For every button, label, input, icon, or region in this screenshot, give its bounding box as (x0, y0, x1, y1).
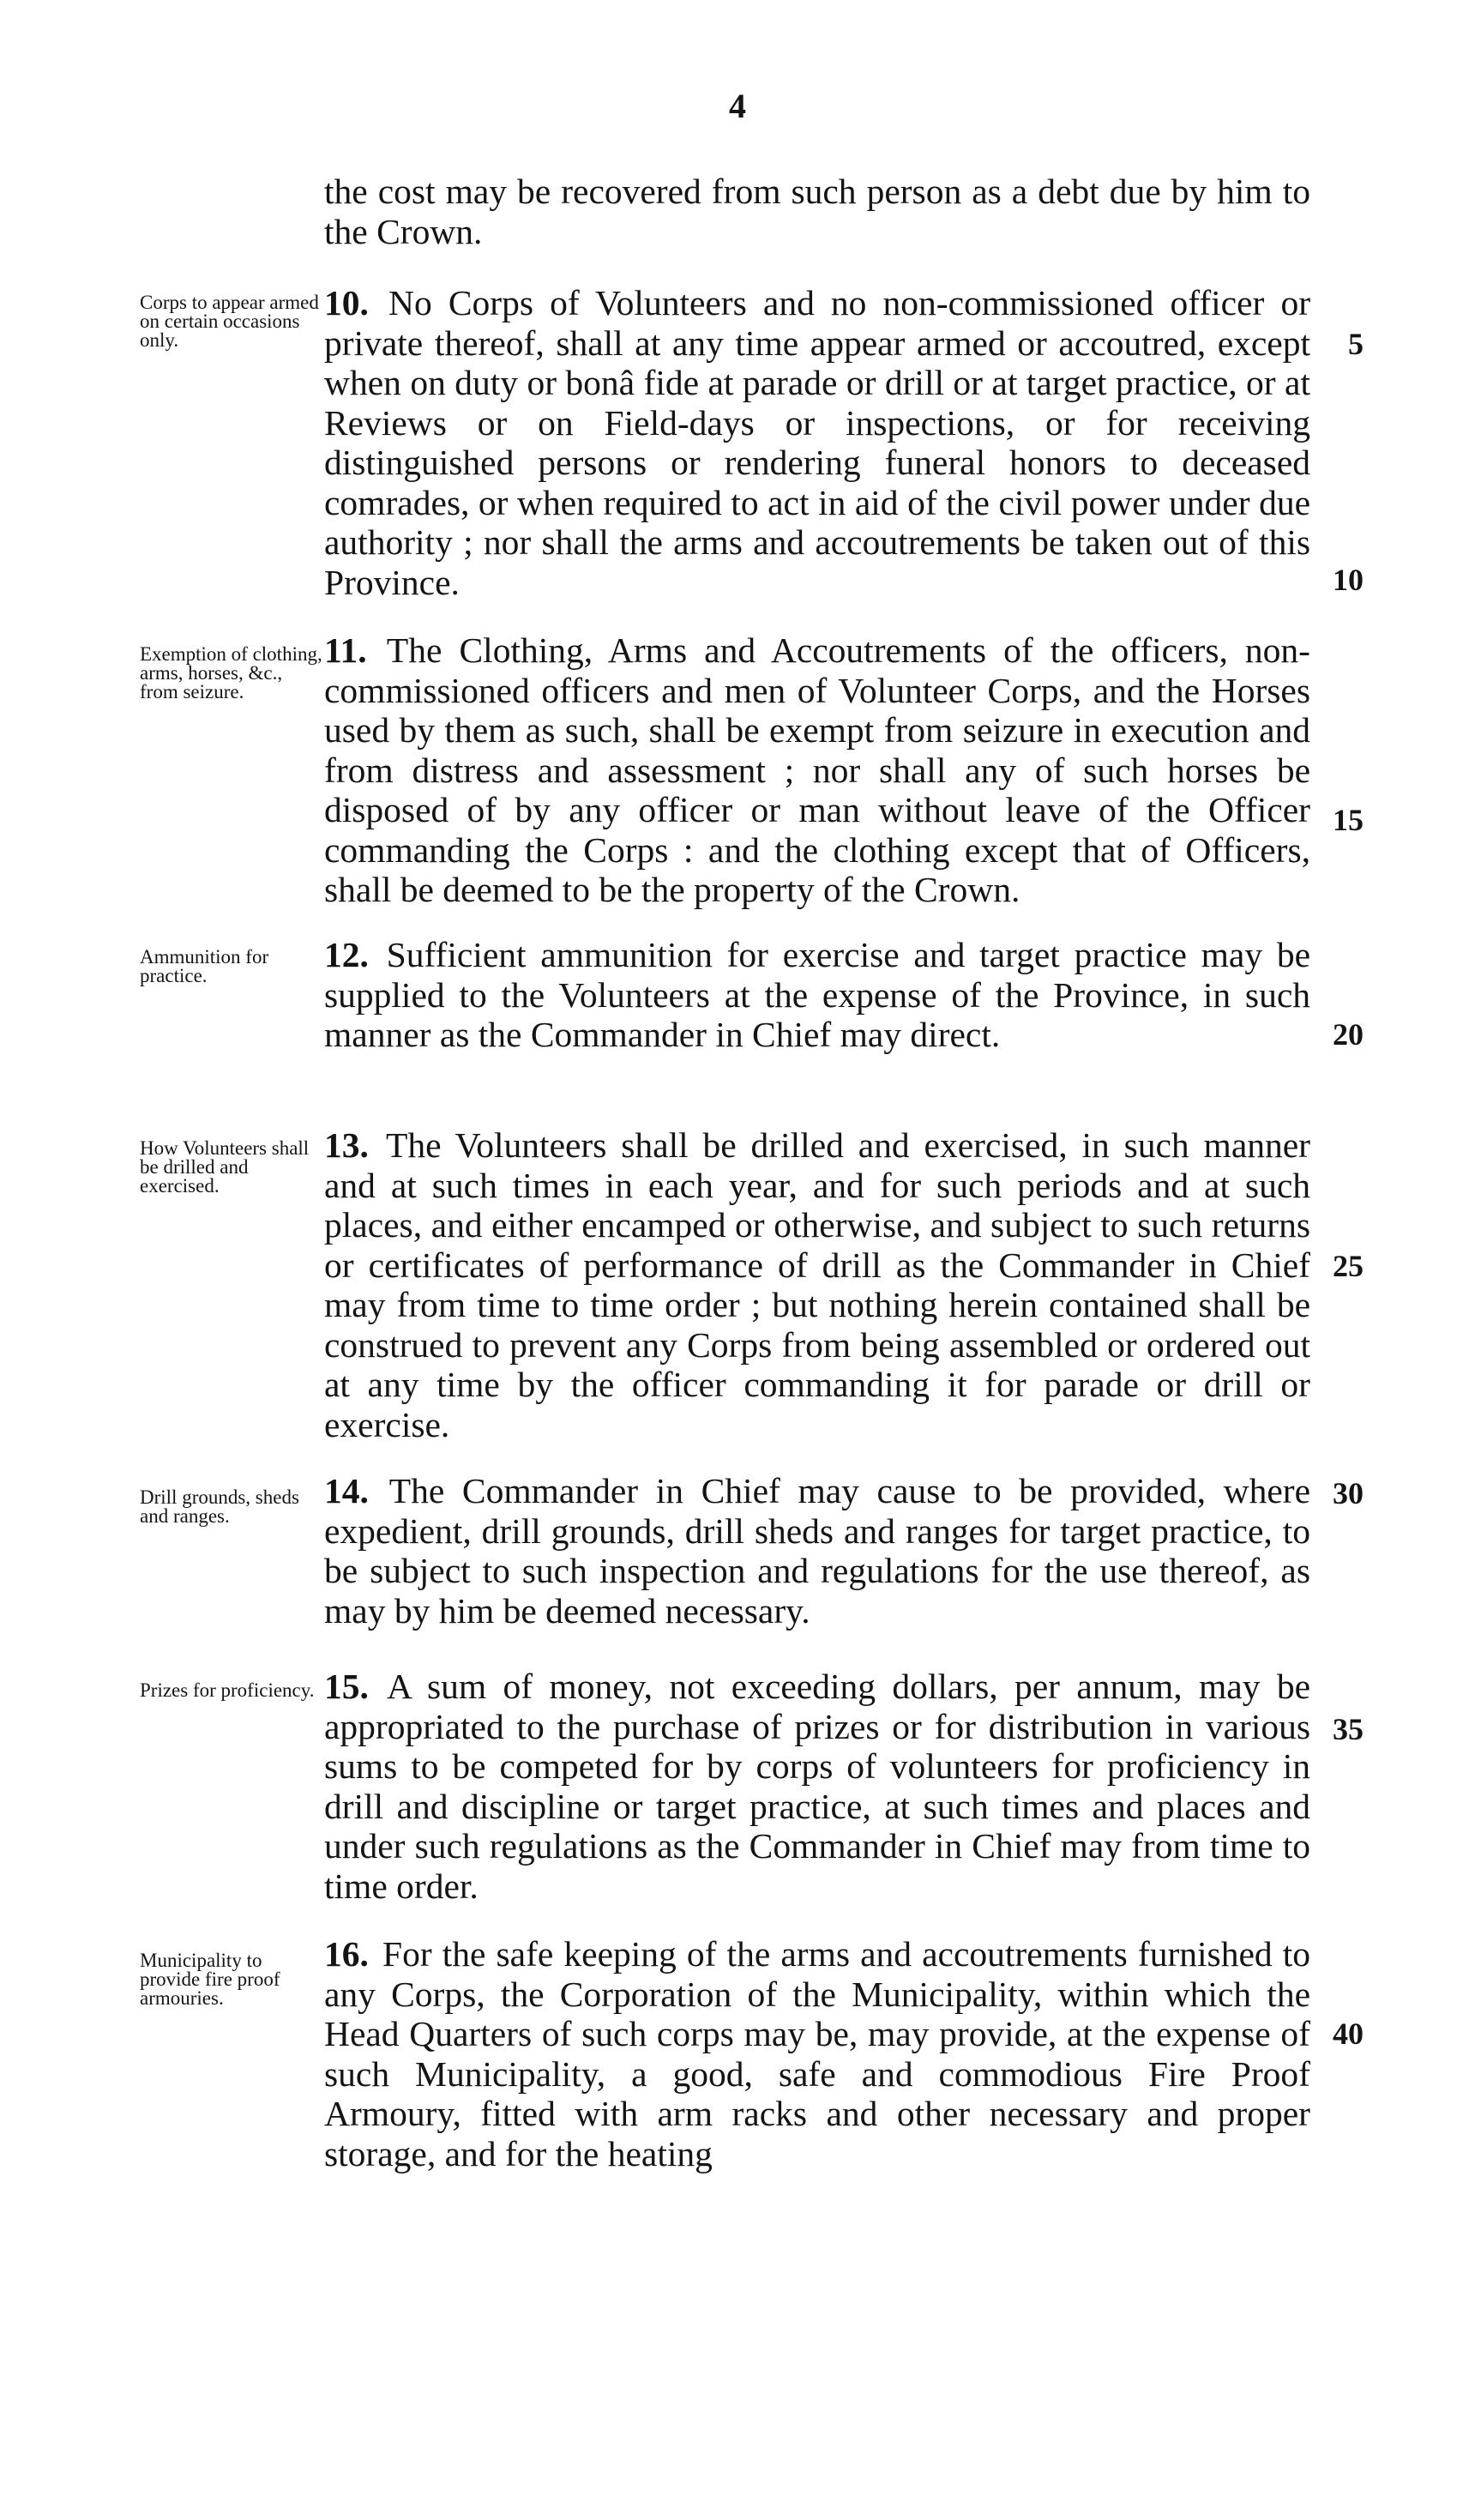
section-text: The Commander in Chief may cause to be provided, where expedient, drill grounds, drill sheds and ranges for target practice, to be subject to such inspection and regulations for the use thereof, as may by him be deemed necessary. (324, 1471, 1310, 1631)
side-note-13: How Volunteers shall be drilled and exercised. (140, 1137, 310, 1197)
section-16 (324, 1934, 1310, 2173)
side-note-10: Corps to appear armed on certain occasions only. (140, 292, 319, 351)
side-note-15: Prizes for proficiency. (140, 1679, 315, 1701)
section-15 (324, 1667, 1310, 1906)
line-number: 40 (1333, 2017, 1364, 2051)
section-number: 15. (324, 1667, 369, 1706)
line-number: 25 (1333, 1249, 1364, 1283)
side-note-14: Drill grounds, sheds and ranges. (140, 1486, 299, 1527)
page-number: 4 (729, 87, 746, 125)
section-number: 13. (324, 1125, 369, 1165)
section-11 (324, 630, 1310, 910)
line-number: 20 (1333, 1017, 1364, 1052)
section-number: 14. (324, 1471, 369, 1510)
section-12 (324, 935, 1310, 1055)
line-number: 10 (1333, 563, 1364, 597)
section-text: For the safe keeping of the arms and accoutrements furnished to any Corps, the Corporation of the Municipality, within which the Head Quarters of such corps may be, may provide, at the expense of such Municipality, a good, safe and commodious Fire Proof Armoury, fitted with arm racks and other necessary and proper storage, and for the heating (324, 1934, 1311, 2173)
line-number: 5 (1348, 327, 1364, 361)
section-text: Sufficient ammunition for exercise and target practice may be supplied to the Volunteers at the expense of the Province, in such manner as the Commander in Chief may direct. (324, 935, 1311, 1054)
section-text: A sum of money, not exceeding dollars, per annum, may be appropriated to the purchase of prizes or for distribution in various sums to be competed for by corps of volunteers for proficiency in drill and discipline or target practice, at such times and places and under such regulations as the Commander in Chief may from time to time order. (324, 1667, 1310, 1906)
line-number: 15 (1333, 803, 1364, 837)
side-note-11: Exemption of clothing, arms, horses, &c., from seizure. (140, 643, 322, 702)
line-number: 35 (1333, 1712, 1364, 1746)
section-text: The Volunteers shall be drilled and exercised, in such manner and at such times in each year, and for such periods and at such places, and either encamped or otherwise, and subject to such returns or certificates of performance of drill as the Commander in Chief may from time to time order ; but nothing herein contained shall be construed to prevent any Corps from being assembled or ordered out at any time by the officer commanding it for parade or drill or exercise. (324, 1125, 1310, 1444)
section-number: 11. (324, 630, 367, 670)
section-number: 16. (324, 1934, 369, 1974)
side-note-16: Municipality to provide fire proof armouries. (140, 1950, 280, 2009)
side-note-12: Ammunition for practice. (140, 946, 269, 986)
section-text: No Corps of Volunteers and no non-commissioned officer or private thereof, shall at any time appear armed or accoutred, except when on duty or bonâ fide at parade or drill or at target practice, or at Reviews or on Field-days or inspections, or for receiving distinguished persons or rendering funeral honors to deceased comrades, or when required to act in aid of the civil power under due authority ; nor shall the arms and accoutrements be taken out of this Province. (324, 283, 1311, 602)
line-number: 30 (1333, 1476, 1364, 1510)
continuation-paragraph: the cost may be recovered from such person as a debt due by him to the Crown. (324, 172, 1310, 251)
section-number: 10. (324, 283, 369, 323)
section-text: The Clothing, Arms and Accoutrements of the officers, non-commissioned officers and men of Volunteer Corps, and the Horses used by them as such, shall be exempt from seizure in execution and from distress and assessment ; nor shall any of such horses be disposed of by any officer or man without leave of the Officer commanding the Corps : and the clothing except that of Officers, shall be deemed to be the property of the Crown. (324, 630, 1310, 909)
section-10 (324, 283, 1310, 602)
section-number: 12. (324, 935, 369, 974)
section-14 (324, 1471, 1310, 1631)
section-13 (324, 1125, 1310, 1444)
